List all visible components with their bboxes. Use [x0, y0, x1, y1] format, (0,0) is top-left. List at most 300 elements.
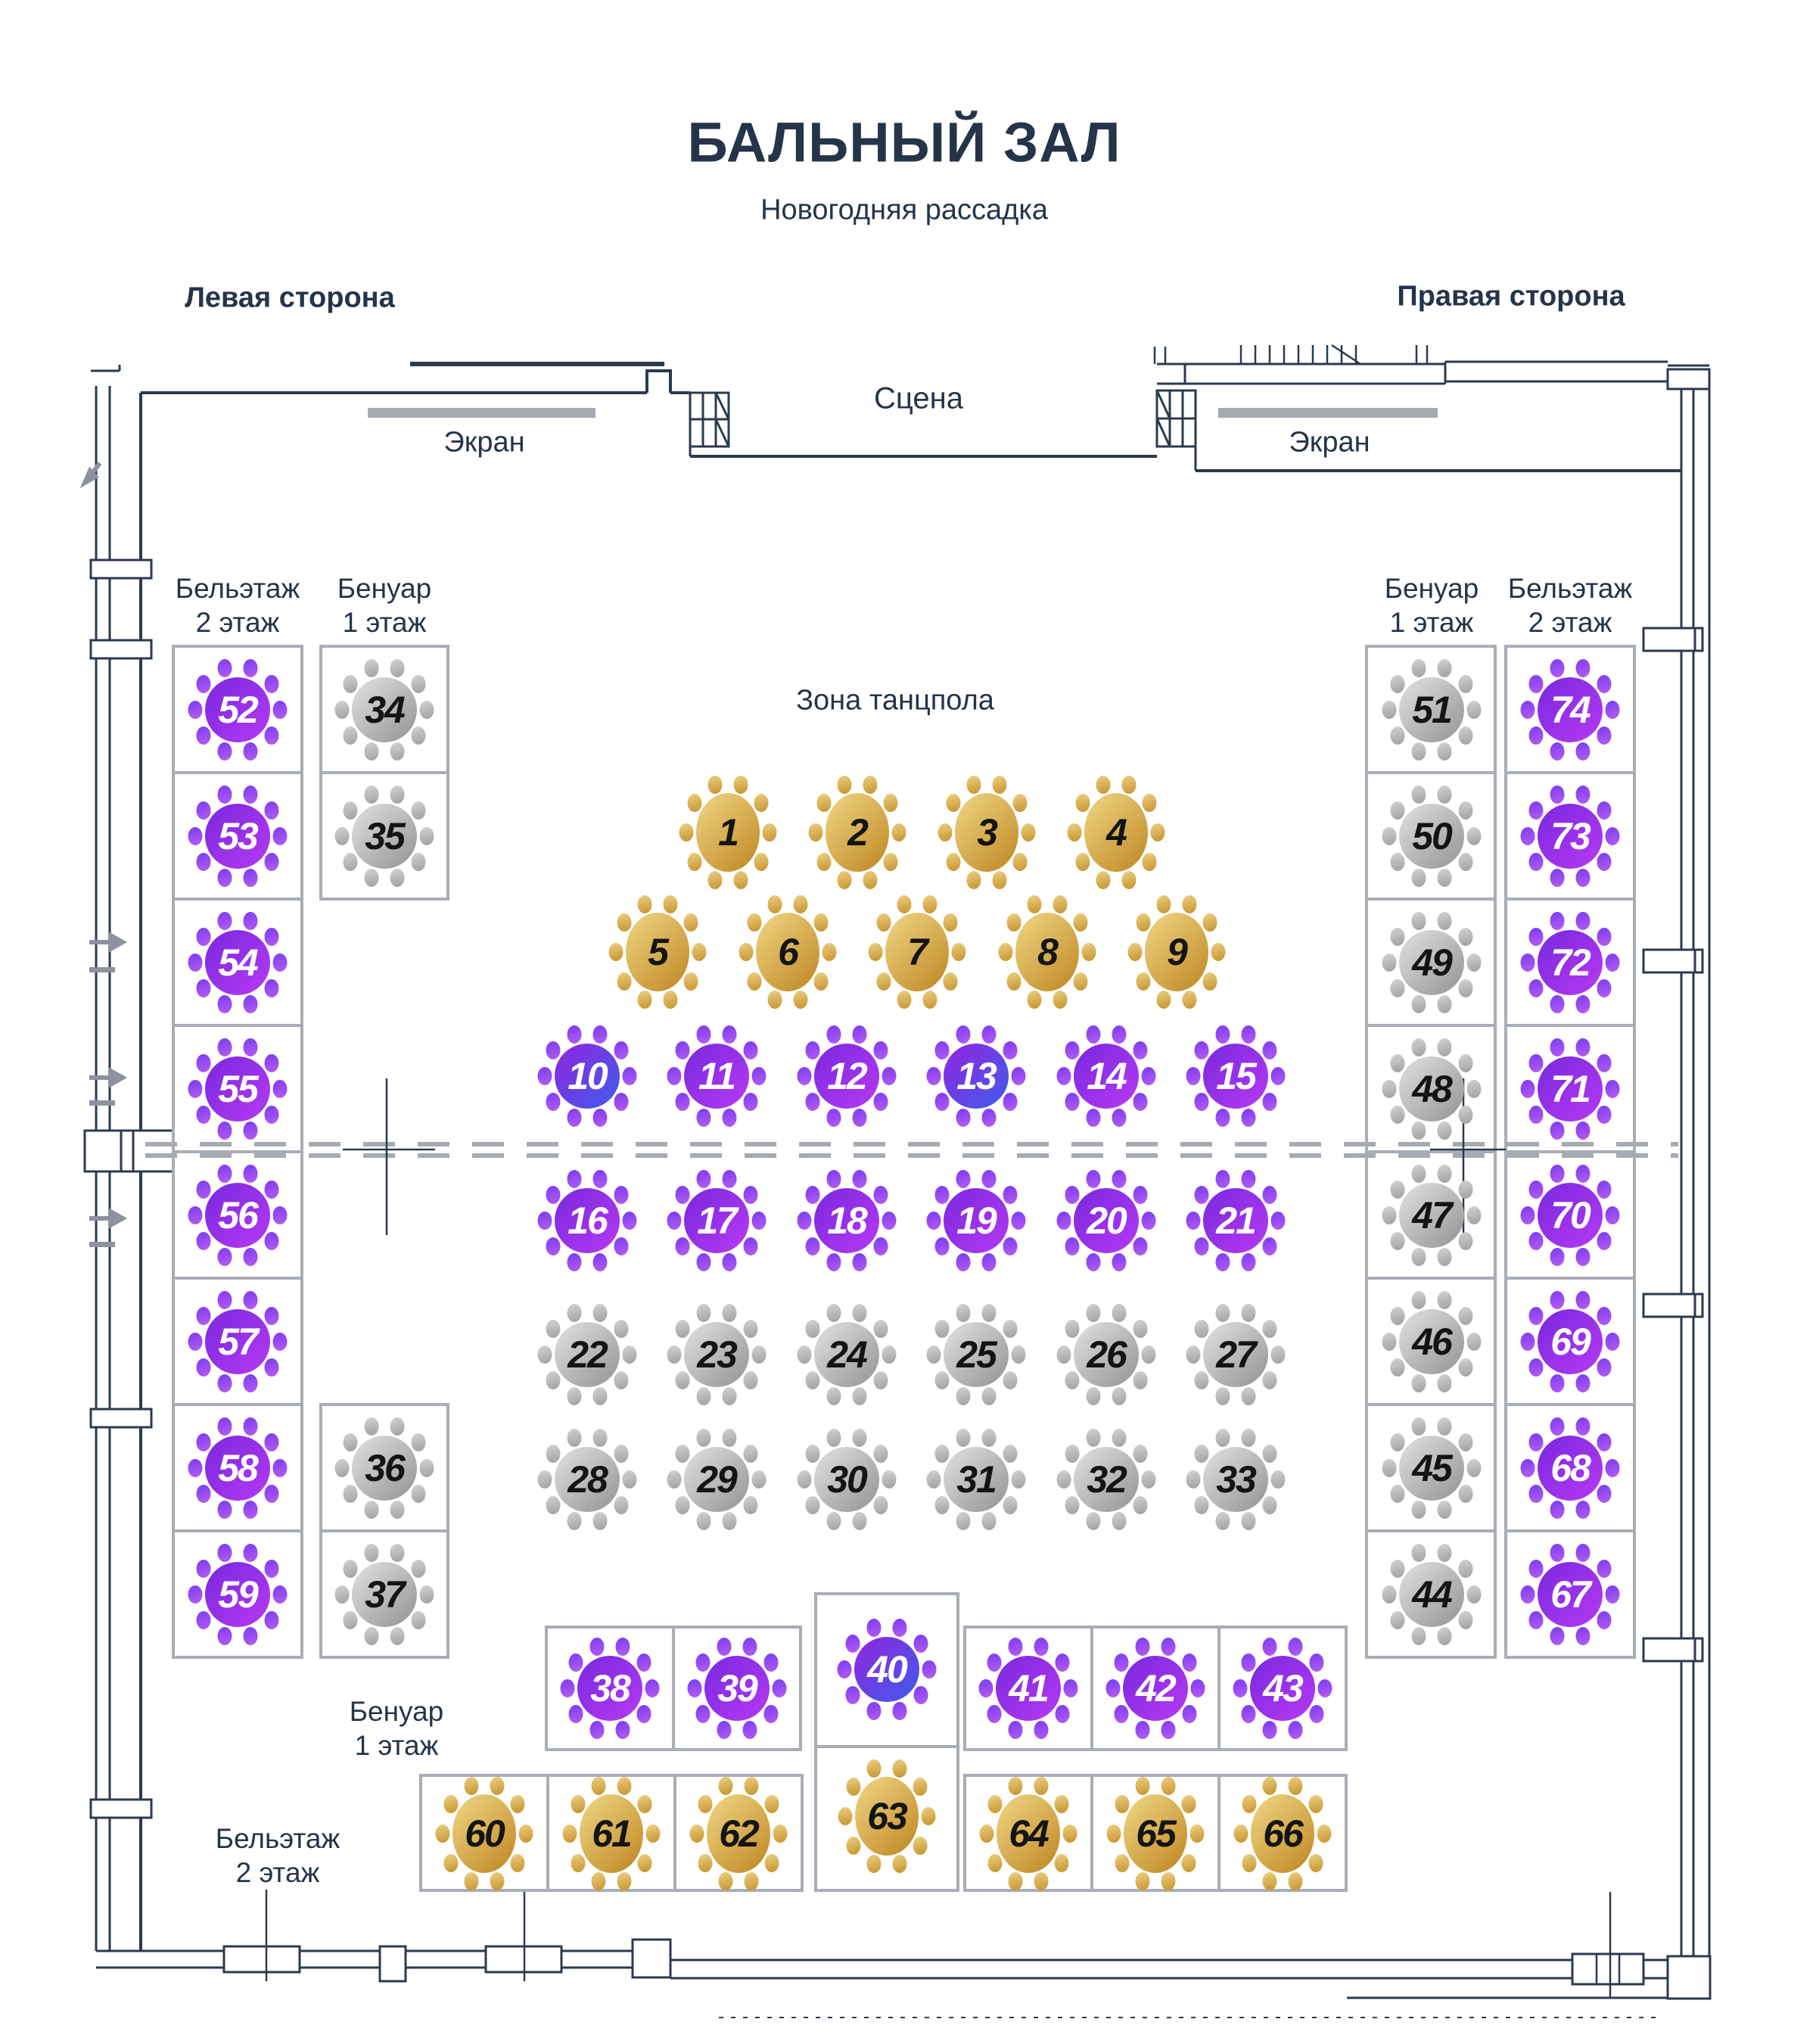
chair-icon	[805, 1371, 819, 1389]
chair-icon	[956, 1109, 970, 1127]
chair-icon	[1411, 1501, 1426, 1519]
chair-icon	[679, 823, 694, 842]
chair-icon	[614, 1320, 629, 1338]
chair-icon	[412, 1433, 426, 1451]
chair-icon	[1550, 869, 1564, 887]
chair-icon	[623, 1346, 637, 1364]
chair-icon	[1576, 786, 1591, 804]
chair-icon	[265, 1611, 279, 1629]
chair-icon	[1550, 659, 1564, 677]
chair-icon	[892, 1855, 906, 1873]
chair-icon	[1467, 1080, 1482, 1098]
chair-icon	[798, 1346, 812, 1364]
chair-icon	[188, 1333, 203, 1351]
table-number: 71	[1550, 1068, 1590, 1110]
chair-icon	[1467, 827, 1482, 845]
chair-icon	[593, 1253, 608, 1271]
chair-icon	[744, 1872, 758, 1890]
chair-icon	[593, 1170, 608, 1188]
table-number: 51	[1412, 689, 1451, 731]
chair-icon	[1411, 1374, 1426, 1392]
chair-icon	[1288, 1777, 1302, 1795]
table-number: 61	[592, 1812, 631, 1855]
chair-icon	[663, 895, 677, 913]
chair-icon	[196, 801, 210, 820]
chair-icon	[747, 972, 761, 991]
chair-icon	[1182, 1854, 1196, 1872]
chair-icon	[853, 1253, 867, 1271]
chair-icon	[1459, 1181, 1473, 1199]
table-number: 68	[1550, 1447, 1590, 1489]
chair-icon	[589, 1638, 604, 1656]
header-left-balcony	[176, 571, 300, 639]
chair-icon	[511, 1854, 525, 1872]
table-number: 36	[365, 1447, 404, 1489]
table-number: 46	[1412, 1321, 1451, 1363]
table-disc	[707, 1794, 770, 1873]
chair-icon	[1133, 1371, 1148, 1389]
chair-icon	[568, 1705, 583, 1723]
chair-icon	[593, 1025, 608, 1044]
table-number: 48	[1412, 1068, 1451, 1110]
screen-bar-left	[368, 408, 595, 418]
chair-icon	[1028, 991, 1042, 1009]
chair-icon	[764, 1654, 779, 1672]
chair-icon	[1065, 1186, 1079, 1204]
chair-icon	[1438, 1291, 1452, 1309]
chair-icon	[1115, 1795, 1129, 1813]
chair-icon	[934, 1041, 949, 1059]
chair-icon	[196, 979, 210, 997]
chair-icon	[244, 1501, 258, 1519]
chair-icon	[733, 776, 748, 794]
chair-icon	[571, 1795, 585, 1813]
chair-icon	[1550, 786, 1564, 804]
chair-icon	[768, 991, 782, 1009]
table-disc	[1399, 1309, 1464, 1374]
table-number: 57	[218, 1321, 257, 1363]
chair-icon	[744, 1777, 758, 1795]
chair-icon	[1528, 1232, 1543, 1250]
chair-icon	[956, 1512, 970, 1530]
chair-icon	[866, 1702, 881, 1720]
chair-icon	[853, 1512, 867, 1530]
table-disc	[555, 1188, 620, 1253]
table-disc	[885, 913, 949, 991]
chair-icon	[1438, 1544, 1452, 1562]
chair-icon	[1309, 1854, 1323, 1872]
table-number: 29	[697, 1458, 736, 1501]
chair-icon	[1068, 823, 1082, 842]
chair-icon	[934, 1186, 949, 1204]
chair-icon	[217, 1627, 232, 1645]
chair-icon	[1382, 1333, 1397, 1351]
chair-icon	[244, 786, 258, 804]
chair-icon	[1186, 1212, 1201, 1230]
chair-icon	[244, 1038, 258, 1056]
chair-icon	[675, 1445, 689, 1463]
header-left-balcony-line1: Бельэтаж	[175, 573, 300, 604]
chair-icon	[987, 1854, 1002, 1872]
table-number: 10	[568, 1055, 607, 1097]
chair-icon	[1382, 1206, 1397, 1224]
chair-icon	[188, 1459, 203, 1477]
chair-icon	[1003, 1496, 1018, 1514]
table-disc	[205, 930, 270, 995]
chair-icon	[1186, 1067, 1201, 1085]
chair-icon	[1438, 1627, 1452, 1645]
chair-icon	[1576, 1248, 1591, 1266]
chair-icon	[1528, 979, 1543, 997]
chair-icon	[675, 1320, 689, 1338]
chair-icon	[1390, 1106, 1404, 1124]
chair-icon	[967, 776, 981, 794]
chair-icon	[1288, 1872, 1302, 1890]
chair-icon	[1063, 1825, 1077, 1843]
chair-icon	[1390, 1560, 1404, 1578]
chair-icon	[519, 1825, 533, 1843]
chair-icon	[1521, 1206, 1535, 1224]
chair-icon	[1215, 1170, 1230, 1188]
chair-icon	[217, 1417, 232, 1436]
chair-icon	[765, 1795, 779, 1813]
table-disc	[1074, 1188, 1139, 1253]
chair-icon	[1215, 1429, 1230, 1447]
chair-icon	[695, 1654, 710, 1672]
table-disc	[1124, 1794, 1187, 1873]
chair-icon	[364, 869, 378, 887]
table-disc	[996, 1656, 1061, 1721]
chair-icon	[1597, 1433, 1612, 1451]
chair-icon	[1074, 972, 1088, 991]
chair-icon	[884, 794, 898, 812]
table-disc	[944, 1188, 1009, 1253]
table-disc	[205, 1309, 270, 1374]
chair-icon	[1597, 1560, 1612, 1578]
chair-icon	[1576, 1374, 1591, 1392]
chair-icon	[1133, 1186, 1148, 1204]
chair-icon	[1550, 1038, 1564, 1056]
chair-icon	[1012, 1212, 1026, 1230]
chair-icon	[614, 1371, 629, 1389]
header-bottom-benoir-line1: Бенуар	[349, 1696, 444, 1727]
chair-icon	[876, 972, 891, 991]
chair-icon	[744, 1186, 758, 1204]
chair-icon	[1215, 1304, 1230, 1322]
chair-icon	[814, 972, 829, 991]
chair-icon	[793, 895, 807, 913]
chair-icon	[1550, 1291, 1564, 1309]
chair-icon	[826, 1512, 841, 1530]
chair-icon	[822, 943, 837, 961]
chair-icon	[675, 1496, 689, 1514]
chair-icon	[982, 1304, 997, 1322]
table-number: 14	[1087, 1055, 1126, 1097]
chair-icon	[934, 1237, 949, 1255]
chair-icon	[1459, 726, 1473, 745]
chair-icon	[1390, 801, 1404, 820]
table-disc	[696, 793, 760, 872]
chair-icon	[265, 1307, 279, 1325]
chair-icon	[443, 1795, 458, 1813]
chair-icon	[614, 1496, 629, 1514]
chair-icon	[1390, 1181, 1404, 1199]
chair-icon	[1606, 1459, 1620, 1477]
chair-icon	[1203, 913, 1217, 932]
chair-icon	[638, 895, 652, 913]
chair-icon	[420, 827, 434, 845]
chair-icon	[717, 1638, 731, 1656]
chair-icon	[1310, 1654, 1324, 1672]
chair-icon	[773, 1679, 787, 1697]
chair-icon	[1528, 675, 1543, 693]
table-number: 5	[648, 931, 667, 973]
chair-icon	[1065, 1093, 1079, 1111]
chair-icon	[1136, 913, 1150, 932]
chair-icon	[1121, 776, 1136, 794]
chair-icon	[1262, 1638, 1276, 1656]
table-disc	[1538, 677, 1603, 742]
table-number: 16	[568, 1199, 607, 1242]
chair-icon	[1003, 1186, 1018, 1204]
chair-icon	[956, 1170, 970, 1188]
chair-icon	[1459, 801, 1473, 820]
chair-icon	[687, 853, 701, 871]
chair-icon	[1597, 801, 1612, 820]
chair-icon	[244, 1544, 258, 1562]
table-number: 50	[1412, 815, 1451, 857]
chair-icon	[1242, 1854, 1256, 1872]
chair-icon	[273, 827, 288, 845]
chair-icon	[744, 1371, 758, 1389]
chair-icon	[265, 1358, 279, 1377]
chair-icon	[623, 1212, 637, 1230]
chair-icon	[567, 1109, 581, 1127]
screen-bar-right	[1218, 408, 1438, 418]
table-disc	[1074, 1044, 1139, 1109]
chair-icon	[1271, 1470, 1286, 1489]
chair-icon	[1065, 1371, 1079, 1389]
chair-icon	[914, 1635, 928, 1653]
chair-icon	[1263, 1186, 1277, 1204]
chair-icon	[882, 1346, 897, 1364]
chair-icon	[567, 1170, 581, 1188]
chair-icon	[1008, 1638, 1022, 1656]
chair-icon	[897, 991, 912, 1009]
table-number: 43	[1263, 1667, 1302, 1710]
chair-icon	[244, 1165, 258, 1183]
chair-icon	[1528, 801, 1543, 820]
chair-icon	[1411, 1627, 1426, 1645]
chair-icon	[1263, 1371, 1277, 1389]
chair-icon	[546, 1496, 560, 1514]
chair-icon	[1242, 1253, 1256, 1271]
chair-icon	[1576, 1038, 1591, 1056]
chair-icon	[1438, 1417, 1452, 1436]
table-disc	[684, 1322, 749, 1387]
chair-icon	[1053, 991, 1067, 1009]
chair-icon	[567, 1512, 581, 1530]
chair-icon	[1242, 1109, 1256, 1127]
chair-icon	[593, 1512, 608, 1530]
chair-icon	[1459, 1307, 1473, 1325]
chair-icon	[1006, 913, 1021, 932]
chair-icon	[723, 1170, 737, 1188]
chair-icon	[1411, 1544, 1426, 1562]
chair-icon	[922, 1660, 937, 1678]
chair-icon	[188, 1206, 203, 1224]
chair-icon	[1271, 1067, 1286, 1085]
chair-icon	[853, 1429, 867, 1447]
chair-icon	[1528, 1358, 1543, 1377]
table-number: 22	[568, 1333, 607, 1376]
chair-icon	[593, 1429, 608, 1447]
chair-icon	[1022, 823, 1036, 842]
table-number: 7	[907, 931, 927, 973]
chair-icon	[217, 1544, 232, 1562]
chair-icon	[717, 1721, 731, 1739]
chair-icon	[465, 1777, 479, 1795]
chair-icon	[390, 742, 405, 761]
chair-icon	[538, 1067, 552, 1085]
chair-icon	[335, 1585, 350, 1604]
chair-icon	[1056, 1705, 1070, 1723]
chair-icon	[1034, 1872, 1048, 1890]
chair-icon	[1597, 853, 1612, 871]
chair-icon	[1233, 1679, 1248, 1697]
table-number: 41	[1009, 1667, 1048, 1710]
chair-icon	[853, 1025, 867, 1044]
table-number: 72	[1550, 941, 1590, 984]
chair-icon	[884, 853, 898, 871]
chair-icon	[511, 1795, 525, 1813]
chair-icon	[546, 1093, 560, 1111]
table-disc	[704, 1656, 770, 1721]
chair-icon	[1528, 1433, 1543, 1451]
chair-icon	[723, 1025, 737, 1044]
chair-icon	[967, 871, 981, 889]
chair-icon	[638, 1854, 652, 1872]
chair-icon	[1550, 912, 1564, 930]
chair-icon	[752, 1067, 767, 1085]
chair-icon	[1576, 1544, 1591, 1562]
chair-icon	[538, 1470, 552, 1489]
chair-icon	[1459, 1054, 1473, 1072]
chair-icon	[412, 1485, 426, 1503]
chair-icon	[217, 1291, 232, 1309]
chair-icon	[1211, 943, 1226, 961]
chair-icon	[1550, 995, 1564, 1013]
chair-icon	[805, 1445, 819, 1463]
chair-icon	[1576, 1627, 1591, 1645]
chair-icon	[696, 1025, 711, 1044]
chair-icon	[893, 1619, 907, 1637]
chair-icon	[793, 991, 807, 1009]
chair-icon	[1112, 1109, 1127, 1127]
chair-icon	[1161, 1638, 1176, 1656]
chair-icon	[1438, 912, 1452, 930]
chair-icon	[1390, 1232, 1404, 1250]
chair-icon	[944, 913, 958, 932]
chair-icon	[892, 823, 906, 842]
table-number: 4	[1106, 811, 1126, 854]
chair-icon	[616, 1638, 630, 1656]
chair-icon	[946, 853, 960, 871]
table-number: 17	[697, 1199, 736, 1242]
table-disc	[205, 1183, 270, 1248]
chair-icon	[1459, 979, 1473, 997]
chair-icon	[696, 1253, 711, 1271]
table-number: 20	[1087, 1199, 1126, 1242]
chair-icon	[1107, 1825, 1121, 1843]
chair-icon	[244, 1417, 258, 1436]
table-disc	[756, 913, 819, 991]
chair-icon	[1382, 954, 1397, 972]
chair-icon	[1263, 1777, 1277, 1795]
table-disc	[1203, 1044, 1268, 1109]
chair-icon	[1528, 1054, 1543, 1072]
chair-icon	[1242, 1512, 1256, 1530]
chair-icon	[1057, 1067, 1071, 1085]
chair-icon	[1597, 1106, 1612, 1124]
chair-icon	[1390, 1307, 1404, 1325]
table-disc	[626, 913, 689, 991]
table-disc	[352, 1436, 417, 1501]
chair-icon	[1576, 1122, 1591, 1140]
chair-icon	[1411, 912, 1426, 930]
chair-icon	[1106, 1679, 1121, 1697]
chair-icon	[1112, 1025, 1127, 1044]
table-number: 33	[1216, 1458, 1255, 1501]
table-number: 1	[718, 811, 738, 854]
chair-icon	[538, 1212, 552, 1230]
chair-icon	[684, 972, 698, 991]
chair-icon	[244, 1291, 258, 1309]
chair-icon	[744, 1496, 758, 1514]
table-disc	[580, 1794, 643, 1873]
table-number: 37	[365, 1573, 404, 1616]
chair-icon	[1576, 912, 1591, 930]
chair-icon	[546, 1186, 560, 1204]
chair-icon	[946, 794, 960, 812]
chair-icon	[1411, 1291, 1426, 1309]
chair-icon	[723, 1304, 737, 1322]
chair-icon	[1271, 1346, 1286, 1364]
chair-icon	[743, 1721, 757, 1739]
chair-icon	[1064, 1679, 1078, 1697]
table-number: 73	[1550, 815, 1590, 857]
chair-icon	[538, 1346, 552, 1364]
table-disc	[684, 1044, 749, 1109]
chair-icon	[667, 1067, 682, 1085]
table-number: 62	[719, 1812, 758, 1855]
chair-icon	[1186, 1346, 1201, 1364]
chair-icon	[1438, 869, 1452, 887]
chair-icon	[1215, 1387, 1230, 1405]
chair-icon	[1597, 1181, 1612, 1199]
chair-icon	[1576, 1165, 1591, 1183]
chair-icon	[805, 1041, 819, 1059]
chair-icon	[764, 1705, 779, 1723]
table-number: 9	[1167, 931, 1186, 973]
chair-icon	[546, 1371, 560, 1389]
chair-icon	[874, 1496, 888, 1514]
chair-icon	[765, 1854, 779, 1872]
chair-icon	[188, 827, 203, 845]
table-disc	[452, 1794, 516, 1873]
chair-icon	[244, 1122, 258, 1140]
chair-icon	[593, 1109, 608, 1127]
